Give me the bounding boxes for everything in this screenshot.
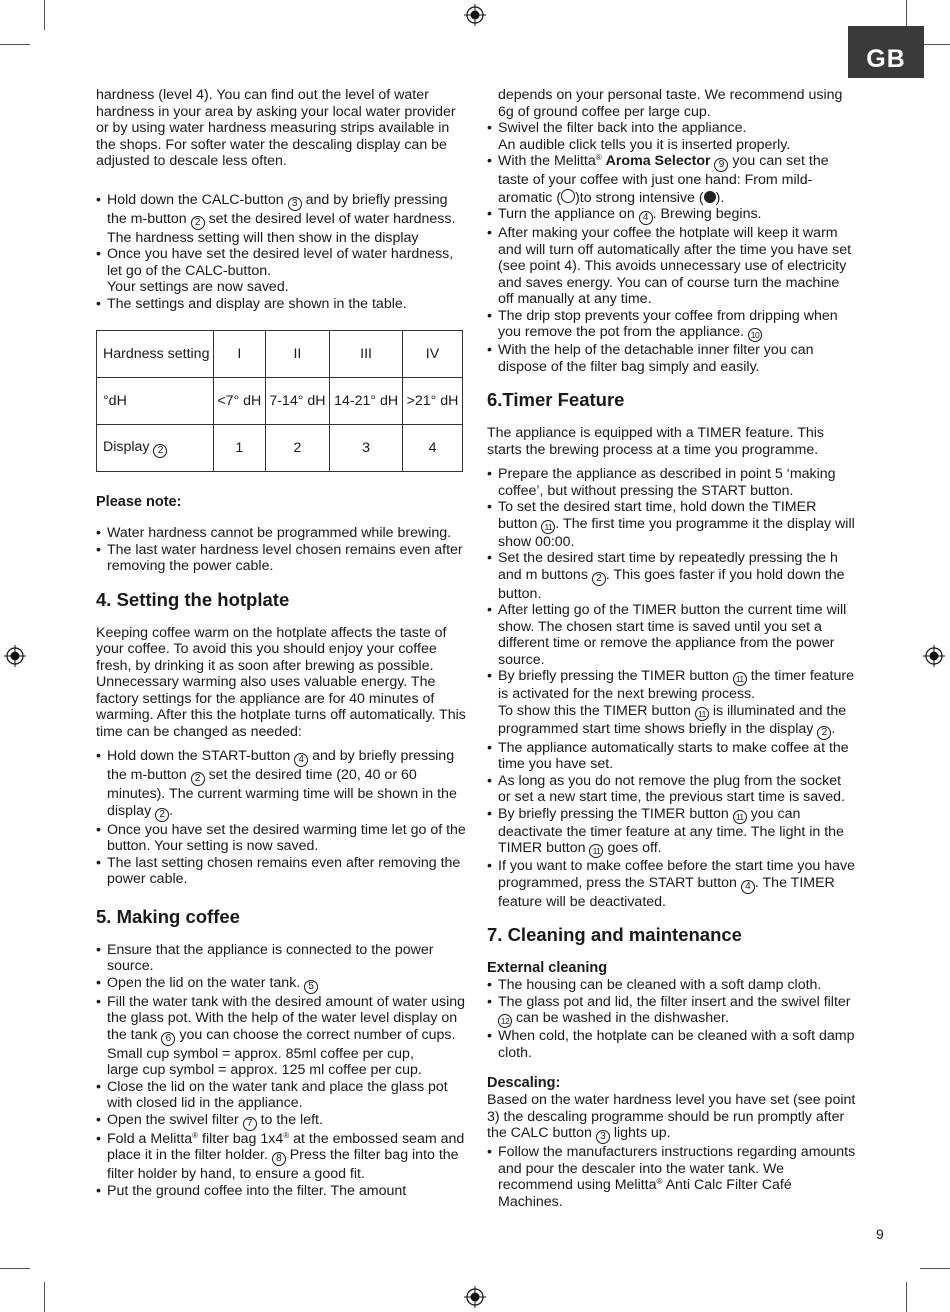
ref-number-icon: 9 [714,158,728,172]
table-cell: <7° dH [214,378,266,425]
ref-number-icon: 2 [191,772,205,786]
list-item: • As long as you do not remove the plug from the socket or set a new start time, the previous start time is saved. [487,773,857,806]
ref-number-icon: 11 [733,810,747,824]
intro-paragraph: hardness (level 4). You can find out the level of water hardness in your area by asking your local water provider or by using water hardness measuring strips available in the shops. For softer water the descaling display can be adjusted to descale less often. [96,87,456,169]
table-cell: III [330,331,403,378]
list-item: • The housing can be cleaned with a soft damp cloth. [487,977,857,994]
cleaning-list [487,977,857,1061]
table-cell: Display 2 [97,425,214,472]
list-item: • After making your coffee the hotplate will keep it warm and will turn off automatically after the time you have set (see point 4). This avoids unnecessary use of electricity and saves energy. You can of course turn the machine off manually at any time. [487,225,857,308]
trim-mark [906,1282,907,1312]
list-item: • When cold, the hotplate can be cleaned with a soft damp cloth. [487,1028,857,1061]
list-item: • Once you have set the desired warming time let go of the button. Your setting is now saved. [96,822,466,855]
ref-number-icon: 4 [639,211,653,225]
table-cell: IV [403,331,463,378]
list-item: • The last water hardness level chosen remains even after removing the power cable. [96,542,466,575]
trim-mark [0,44,30,45]
ref-number-icon: 2 [155,808,169,822]
table-cell: 3 [330,425,403,472]
calc-steps-list [96,192,466,313]
list-item: • Prepare the appliance as described in point 5 ‘making coffee’, but without pressing the START button. [487,466,857,499]
ref-number-icon: 3 [596,1130,610,1144]
table-cell: 14-21° dH [330,378,403,425]
ref-number-icon: 11 [541,520,555,534]
trim-mark [44,1282,45,1312]
table-cell: >21° dH [403,378,463,425]
list-item: • By briefly pressing the TIMER button 11 the timer feature is activated for the next brewing process. To show this the TIMER button 11 is illuminated and the programmed start time shows briefly in the display 2 . [487,668,857,740]
list-item: • Turn the appliance on 4 . Brewing begins. [487,206,857,225]
language-tab: GB [848,26,924,78]
table-row [97,331,463,378]
list-item: • If you want to make coffee before the start time you have programmed, press the START button 4 . The TIMER feature will be deactivated. [487,858,857,910]
list-item: • Fold a Melitta® filter bag 1x4® at the embossed seam and place it in the filter holder. 8 Press the filter bag into the filter holder by hand, to ensure a good fit. [96,1131,466,1183]
trim-mark [920,44,950,45]
mild-aroma-icon [561,189,575,203]
hotplate-list [96,748,466,888]
list-item: • By briefly pressing the TIMER button 11 you can deactivate the timer feature at any time. The light in the TIMER button 11 goes off. [487,806,857,859]
ref-number-icon: 2 [153,444,167,458]
table-row [97,425,463,472]
list-item: • The settings and display are shown in the table. [96,296,466,313]
ref-number-icon: 4 [741,880,755,894]
table-cell: I [214,331,266,378]
descaling-list [487,1144,857,1210]
registration-mark-icon [923,645,945,667]
registration-mark-icon [464,1286,486,1308]
list-item: • Close the lid on the water tank and place the glass pot with closed lid in the appliance. [96,1079,466,1112]
list-item: • Hold down the START-button 4 and by briefly pressing the m-button 2 set the desired time (20, 40 or 60 minutes). The current warming time will be shown in the display 2 . [96,748,466,822]
subsection-heading: External cleaning [487,960,608,976]
trim-mark [0,1268,30,1269]
section-heading: 7. Cleaning and maintenance [487,924,742,945]
section-heading: 5. Making coffee [96,905,240,927]
ref-number-icon: 6 [161,1032,175,1046]
list-item: • The glass pot and lid, the filter insert and the swivel filter 12 can be washed in the dishwasher. [487,994,857,1029]
table-cell: 4 [403,425,463,472]
list-item: • With the Melitta® Aroma Selector 9 you can set the taste of your coffee with just one hand: From mild-aromatic ( )to strong intensive ( ). [487,153,857,206]
list-item: • With the help of the detachable inner filter you can dispose of the filter bag simply and easily. [487,342,857,375]
list-item: • Fill the water tank with the desired amount of water using the glass pot. With the help of the water level display on the tank 6 you can choose the correct number of cups. Small cup symbol = approx. 85ml coffee per cup, large cup symbol = approx. 125 ml coffee per cup. [96,994,466,1079]
section-paragraph: The appliance is equipped with a TIMER feature. This starts the brewing process at a time you programme. [487,425,825,458]
registration-mark-icon [464,4,486,26]
ref-number-icon: 12 [498,1014,512,1028]
making-coffee-list-cont [487,120,857,375]
section-heading: 6.Timer Feature [487,389,625,410]
section-paragraph: Keeping coffee warm on the hotplate affects the taste of your coffee. To avoid this you should enjoy your coffee fresh, by drinking it as soon after brewing as possible. Unnecessary warming also uses valuable energy. The factory settings for the appliance are for 40 minutes of warming. After this the hotplate turns off automatically. This time can be changed as needed: [96,624,466,740]
table-cell: °dH [97,378,214,425]
section-heading: 4. Setting the hotplate [96,588,290,610]
left-column [96,87,466,1199]
timer-list [487,466,857,910]
strong-aroma-icon [704,191,716,203]
list-item: • Follow the manufacturers instructions regarding amounts and pour the descaler into the water tank. We recommend using Melitta® Anti Calc Filter Café Machines. [487,1144,857,1210]
right-column [487,87,857,1210]
list-item: • Hold down the CALC-button 3 and by briefly pressing the m-button 2 set the desired level of water hardness. The hardness setting will then show in the display [96,192,466,247]
list-item: • Put the ground coffee into the filter. The amount [96,1183,466,1200]
ref-number-icon: 7 [243,1117,257,1131]
ref-number-icon: 5 [304,980,318,994]
hardness-table [96,330,463,472]
list-item: • Water hardness cannot be programmed while brewing. [96,525,466,542]
ref-number-icon: 11 [733,672,747,686]
list-item: • The drip stop prevents your coffee from dripping when you remove the pot from the appliance. 10 [487,308,857,343]
ref-number-icon: 10 [748,328,762,342]
table-cell: 7-14° dH [265,378,330,425]
list-item: • To set the desired start time, hold down the TIMER button 11 . The first time you programme it the display will show 00:00. [487,499,857,550]
table-cell: 2 [265,425,330,472]
descaling-paragraph: Based on the water hardness level you have set (see point 3) the descaling programme should be run promptly after the CALC button 3 lights up. [487,1092,856,1142]
list-item: • Ensure that the appliance is connected to the power source. [96,942,466,975]
note-list [96,525,466,575]
registration-mark-icon [4,645,26,667]
list-item: • The last setting chosen remains even after removing the power cable. [96,855,466,888]
making-coffee-list [96,942,466,1200]
ref-number-icon: 8 [272,1152,286,1166]
ref-number-icon: 11 [589,844,603,858]
ref-number-icon: 2 [592,572,606,586]
list-item: • Open the lid on the water tank. 5 [96,975,466,994]
list-item: • Once you have set the desired level of water hardness, let go of the CALC-button. Your settings are now saved. [96,246,466,296]
continued-text: depends on your personal taste. We recommend using 6g of ground coffee per large cup. [498,87,843,120]
list-item: • Set the desired start time by repeatedly pressing the h and m buttons 2 . This goes faster if you hold down the button. [487,550,857,602]
note-heading: Please note: [96,494,182,510]
ref-number-icon: 2 [191,216,205,230]
ref-number-icon: 11 [695,707,709,721]
table-row [97,378,463,425]
ref-number-icon: 3 [288,197,302,211]
trim-mark [44,0,45,30]
ref-number-icon: 4 [294,753,308,767]
ref-number-icon: 2 [817,726,831,740]
list-item: • The appliance automatically starts to make coffee at the time you have set. [487,740,857,773]
table-cell: Hardness setting [97,331,214,378]
subsection-heading: Descaling: [487,1075,561,1091]
table-cell: 1 [214,425,266,472]
page-number: 9 [876,1226,884,1242]
table-cell: II [265,331,330,378]
trim-mark [920,1268,950,1269]
list-item: • Open the swivel filter 7 to the left. [96,1112,466,1131]
list-item: • After letting go of the TIMER button the current time will show. The chosen start time is saved until you set a different time or remove the appliance from the power source. [487,602,857,668]
list-item: • Swivel the filter back into the appliance. An audible click tells you it is inserted properly. [487,120,857,153]
